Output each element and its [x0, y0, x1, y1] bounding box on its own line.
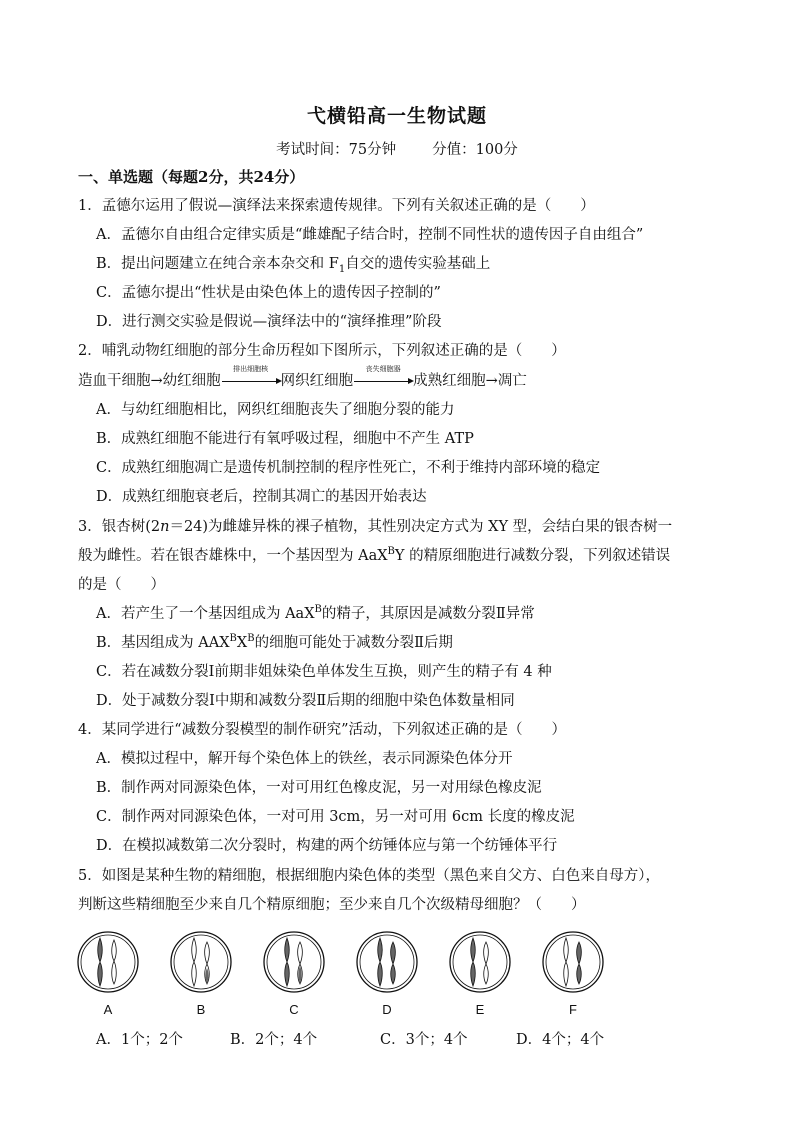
q3-option-c: C．若在减数分裂Ⅰ前期非姐妹染色单体发生互换，则产生的精子有 4 种 — [96, 664, 552, 680]
q3-stem-line2: 般为雌性。若在银杏雄株中，一个基因型为 AaX$^B$Y 的精原细胞进行减数分裂，下列叙述错误 — [78, 546, 671, 564]
page-title: 弋横铅高一生物试题 — [306, 105, 487, 127]
q5-options — [96, 1028, 604, 1049]
q4-option-c: C．制作两对同源染色体，一对可用 3cm，另一对可用 6cm 长度的橡皮泥 — [96, 809, 575, 825]
q3-option-a: A．若产生了一个基因组成为 AaX$^B$的精子，其原因是减数分裂Ⅱ异常 — [96, 604, 535, 622]
arrow-right-icon: 丧失细胞器 — [353, 371, 413, 391]
q4-stem: 4．某同学进行“减数分裂模型的制作研究”活动，下列叙述正确的是（ ） — [78, 722, 567, 738]
q3-stem-line3: 的是（ ） — [78, 577, 165, 593]
q5-option-d: D．4个；4个 — [516, 1032, 605, 1048]
sperm-cell-c — [262, 928, 326, 1018]
q2-flow-diagram: 造血干细胞→幼红细胞 排出细胞核 网织红细胞 丧失细胞器 成熟红细胞→凋亡 — [78, 365, 527, 389]
exam-time: 考试时间：75分钟 — [276, 142, 397, 158]
q2-option-b: B．成熟红细胞不能进行有氧呼吸过程，细胞中不产生 ATP — [96, 431, 474, 447]
q3-option-d: D．处于减数分裂Ⅰ中期和减数分裂Ⅱ后期的细胞中染色体数量相同 — [96, 693, 515, 709]
cell-label: A — [103, 1002, 113, 1017]
sperm-cell-figure — [76, 928, 636, 1024]
q3-stem-line1: 3．银杏树(2n＝24)为雌雄异株的裸子植物，其性别决定方式为 XY 型，会结白果的银杏树一 — [78, 519, 673, 535]
q4-option-a: A．模拟过程中，解开每个染色体上的铁丝，表示同源染色体分开 — [96, 751, 513, 767]
q1-option-a: A．孟德尔自由组合定律实质是“雌雄配子结合时，控制不同性状的遗传因子自由组合” — [96, 227, 644, 243]
q3-option-b: B．基因组成为 $AAX^BX^B$的细胞可能处于减数分裂Ⅱ后期 — [96, 633, 453, 651]
cell-label: D — [382, 1002, 392, 1017]
sperm-cell-d — [355, 928, 419, 1018]
sperm-cell-f — [541, 928, 605, 1018]
q1-option-d: D．进行测交实验是假说—演绎法中的“演绎推理”阶段 — [96, 314, 442, 330]
sperm-cell-b — [169, 928, 233, 1018]
q4-option-b: B．制作两对同源染色体，一对可用红色橡皮泥，另一对用绿色橡皮泥 — [96, 780, 542, 796]
q5-option-b: B．2个；4个 — [230, 1032, 318, 1048]
cell-label: C — [289, 1002, 299, 1017]
arrow-right-icon: 排出细胞核 — [221, 371, 281, 391]
cell-label: E — [475, 1002, 485, 1017]
q2-option-a: A．与幼红细胞相比，网织红细胞丧失了细胞分裂的能力 — [96, 402, 455, 418]
exam-info — [0, 138, 794, 159]
q1-stem: 1．孟德尔运用了假说—演绎法来探索遗传规律。下列有关叙述正确的是（ ） — [78, 198, 595, 214]
sperm-cell-e — [448, 928, 512, 1018]
q2-stem: 2．哺乳动物红细胞的部分生命历程如下图所示，下列叙述正确的是（ ） — [78, 343, 566, 359]
q2-option-c: C．成熟红细胞凋亡是遗传机制控制的程序性死亡，不利于维持内部环境的稳定 — [96, 460, 601, 476]
cell-label: B — [196, 1002, 206, 1017]
section-heading: 一、单选题（每题2分，共24分） — [78, 168, 305, 186]
q5-stem-line1: 5．如图是某种生物的精细胞，根据细胞内染色体的类型（黑色来自父方、白色来自母方）， — [78, 868, 660, 884]
sperm-cell-a — [76, 928, 140, 1018]
q5-stem-line2: 判断这些精细胞至少来自几个精原细胞；至少来自几个次级精母细胞？（ ） — [78, 897, 586, 913]
q4-option-d: D．在模拟减数第二次分裂时，构建的两个纺锤体应与第一个纺锤体平行 — [96, 838, 558, 854]
q1-option-b: B．提出问题建立在纯合亲本杂交和 $F_1$自交的遗传实验基础上 — [96, 256, 491, 275]
cell-label: F — [569, 1002, 577, 1017]
q5-option-a: A．1个；2个 — [96, 1032, 183, 1048]
q2-option-d: D．成熟红细胞衰老后，控制其凋亡的基因开始表达 — [96, 489, 427, 505]
q5-option-c: C．3个；4个 — [380, 1032, 468, 1048]
exam-score: 分值：100分 — [432, 142, 518, 158]
q1-option-c: C．孟德尔提出“性状是由染色体上的遗传因子控制的” — [96, 285, 441, 301]
